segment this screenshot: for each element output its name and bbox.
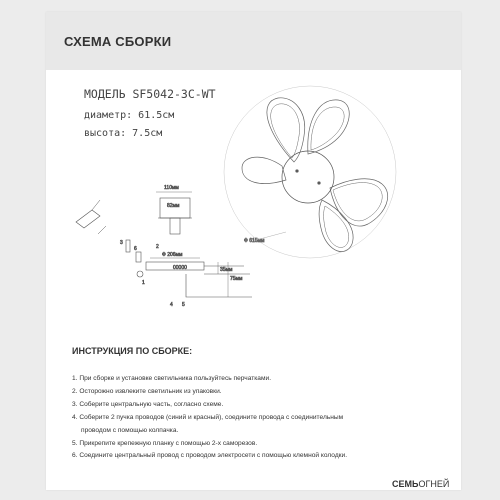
instructions-title: ИНСТРУКЦИЯ ПО СБОРКЕ: — [72, 346, 193, 356]
screw-part — [126, 240, 130, 252]
dim-base-label: Ф 206мм — [162, 252, 183, 258]
instruction-step: 5. Прикрепите крепежную планку с помощью 2-х саморезов. — [72, 439, 258, 447]
canopy-stem — [170, 218, 180, 234]
petal-bottom — [319, 200, 353, 252]
dim-inner-label: 82мм — [167, 203, 180, 209]
svg-text:00000: 00000 — [173, 265, 187, 271]
instruction-step: 3. Соберите центральную часть, согласно схеме. — [72, 400, 224, 408]
page-title: СХЕМА СБОРКИ — [64, 34, 172, 49]
brand-logo: СЕМЬОГНЕЙ — [392, 479, 450, 489]
callout-5: 5 — [182, 302, 185, 308]
height-label: высота: 7.5см — [84, 128, 163, 139]
instructions-list — [72, 373, 432, 463]
center-plate — [282, 151, 334, 203]
side-elevation — [146, 185, 252, 297]
connector-part — [137, 271, 143, 277]
petal-left — [242, 157, 286, 183]
screw-hole — [296, 170, 299, 173]
petal-right — [330, 179, 388, 226]
dim-h2-label: 75мм — [230, 276, 243, 282]
diameter-dimension: Ф 615мм — [244, 238, 265, 244]
callout-2: 2 — [156, 244, 159, 250]
instruction-step: 1. При сборке и установке светильника пользуйтесь перчатками. — [72, 375, 272, 382]
screw-hole — [318, 182, 321, 185]
instruction-step: 6. Соедините центральный провод с проводом электросети с помощью клемной колодки. — [72, 452, 348, 460]
dim-top-label: 110мм — [164, 185, 179, 191]
cap-part — [136, 252, 141, 262]
model-label: МОДЕЛЬ SF5042-3C-WT — [84, 87, 216, 101]
outer-diameter-circle — [224, 86, 396, 258]
lamp-top-view — [224, 86, 396, 258]
instruction-step: 2. Осторожно извлеките светильник из упаковки. — [72, 387, 222, 395]
callout-4: 4 — [170, 302, 173, 308]
instruction-sheet — [46, 12, 461, 490]
diameter-label: диаметр: 61.5см — [84, 110, 175, 121]
callout-1: 1 — [142, 280, 145, 286]
callout-3: 3 — [120, 240, 123, 246]
assembly-diagram — [46, 12, 461, 342]
callout-6: 6 — [134, 246, 137, 252]
instruction-step: 4. Соберите 2 пучка проводов (синий и красный), соедините провода с соединительным проводом с помощью колпачка. — [72, 413, 344, 434]
dim-h1-label: 35мм — [220, 267, 233, 273]
screwdriver-icon — [76, 210, 100, 228]
